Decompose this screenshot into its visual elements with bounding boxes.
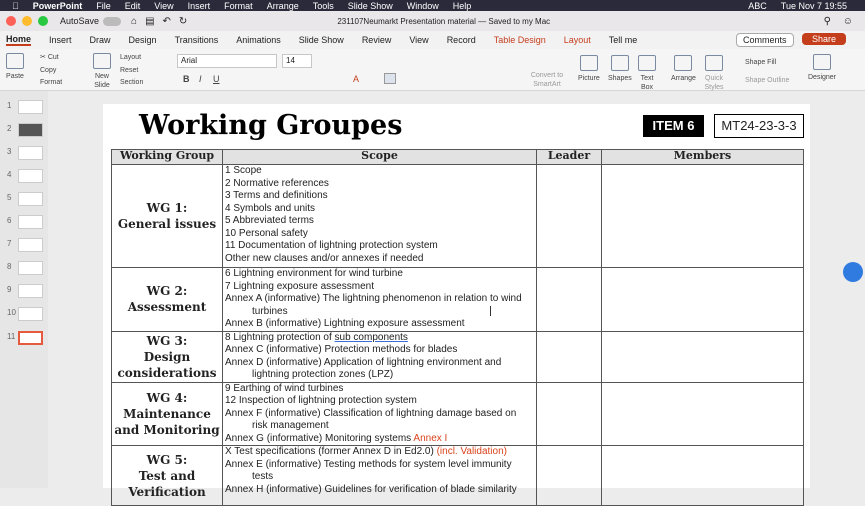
tab-home[interactable]: Home — [6, 34, 32, 44]
underline-button[interactable]: U — [213, 74, 220, 84]
mac-menubar — [0, 0, 865, 11]
copilot-icon[interactable] — [843, 262, 863, 282]
bold-button[interactable]: B — [183, 74, 190, 84]
textbox-icon — [638, 55, 656, 71]
new-slide-button[interactable]: New Slide — [90, 53, 114, 90]
validation-note[interactable]: (incl. Validation) — [436, 446, 507, 457]
quick-styles-icon — [705, 55, 723, 71]
menu-arrange[interactable]: Arrange — [259, 0, 292, 11]
ribbon — [0, 49, 865, 91]
shape-outline-button[interactable]: Shape Outline — [745, 77, 790, 84]
ribbon-tabs — [0, 31, 865, 49]
paste-button[interactable]: Paste — [6, 53, 24, 81]
wg-cell[interactable]: WG 1: General issues — [112, 165, 223, 268]
members-cell[interactable] — [602, 382, 804, 446]
leader-cell[interactable] — [537, 331, 602, 382]
search-icon[interactable]: ⚲ — [823, 15, 831, 27]
table-row — [112, 382, 804, 446]
tab-animations[interactable]: Animations — [236, 35, 281, 45]
menu-format[interactable]: Format — [217, 0, 246, 11]
cut-button[interactable]: ✂ Cut — [40, 54, 59, 61]
scope-cell[interactable]: 8 Lightning protection of sub components Annex C (informative) Protection methods for blades Annex D (informative) Application of lightning environment and lightning protection zones (LPZ) — [223, 331, 537, 382]
wg-cell[interactable]: WG 3: Design considerations — [112, 331, 223, 382]
apple-icon[interactable] — [12, 1, 19, 11]
text-cursor — [490, 306, 491, 316]
scope-cell[interactable]: 1 Scope 2 Normative references 3 Terms and definitions 4 Symbols and units 5 Abbreviated terms 10 Personal safety 11 Documentation of lightning protection system Other new clauses and/or annexes if needed — [223, 165, 537, 268]
close-button[interactable] — [6, 16, 16, 26]
table-header-row — [112, 150, 804, 165]
document-title: 231107Neumarkt Presentation material — Saved to my Mac — [337, 16, 551, 26]
home-icon[interactable]: ⌂ — [131, 15, 138, 27]
header-scope[interactable]: Scope — [223, 150, 537, 165]
shape-fill-button[interactable]: Shape Fill — [745, 59, 777, 66]
quick-styles-button[interactable]: Quick Styles — [703, 55, 725, 92]
designer-icon — [813, 54, 831, 70]
font-size-select[interactable]: 14 — [282, 54, 312, 68]
tab-slideshow[interactable]: Slide Show — [298, 35, 344, 45]
picture-icon — [580, 55, 598, 71]
picture-button[interactable]: Picture — [578, 55, 600, 83]
convert-smartart-button[interactable]: Convert to SmartArt — [530, 72, 564, 88]
thumb-3[interactable]: 3 — [4, 144, 46, 164]
new-slide-icon — [93, 53, 111, 69]
thumb-11[interactable]: 11 — [4, 329, 46, 349]
thumb-1[interactable]: 1 — [4, 98, 46, 118]
scissors-icon: ✂ — [40, 54, 46, 61]
leader-cell[interactable] — [537, 268, 602, 332]
tab-table-design[interactable]: Table Design — [493, 35, 546, 45]
tab-tell-me[interactable]: Tell me — [608, 35, 638, 45]
reset-button[interactable]: Reset — [120, 67, 139, 74]
document-code[interactable]: MT24-23-3-3 — [714, 114, 804, 138]
menu-edit[interactable]: Edit — [118, 0, 134, 11]
thumb-10[interactable]: 10 — [4, 305, 46, 325]
members-cell[interactable] — [602, 446, 804, 506]
arrange-button[interactable]: Arrange — [671, 55, 696, 83]
menu-view[interactable]: View — [147, 0, 167, 11]
thumb-6[interactable]: 6 — [4, 213, 46, 233]
menu-window[interactable]: Window — [400, 0, 433, 11]
thumb-8[interactable]: 8 — [4, 259, 46, 279]
shapes-button[interactable]: Shapes — [608, 55, 632, 83]
scope-cell[interactable]: X Test specifications (former Annex D in Ed2.0) (incl. Validation) Annex E (informative) Testing methods for system level immunity tests Annex H (informative) Guidelines for verification of blade similarity — [223, 446, 537, 506]
scope-cell[interactable]: 9 Earthing of wind turbines 12 Inspection of lightning protection system Annex F (informative) Classification of lightning damage based on risk management Annex G (informative) Monitoring systems Annex I — [223, 382, 537, 446]
clock[interactable]: Tue Nov 7 19:55 — [780, 0, 847, 11]
wg-cell[interactable]: WG 4: Maintenance and Monitoring — [112, 382, 223, 446]
header-leader[interactable]: Leader — [537, 150, 602, 165]
share-button[interactable]: Share — [802, 33, 846, 45]
clipboard-icon — [6, 53, 24, 69]
autosave-label: AutoSave — [60, 16, 100, 26]
menu-insert[interactable]: Insert — [180, 0, 204, 11]
table-row — [112, 331, 804, 382]
comments-button[interactable]: Comments — [736, 33, 794, 47]
menu-tools[interactable]: Tools — [305, 0, 327, 11]
annex-i-note[interactable]: Annex I — [413, 432, 448, 444]
item-label[interactable]: ITEM 6 — [643, 115, 704, 137]
leader-cell[interactable] — [537, 165, 602, 268]
menu-file[interactable]: File — [89, 0, 105, 11]
members-cell[interactable] — [602, 331, 804, 382]
wg-cell[interactable]: WG 2: Assessment — [112, 268, 223, 332]
account-icon[interactable]: ☺ — [842, 15, 853, 27]
autosave-toggle[interactable] — [103, 17, 121, 26]
minimize-button[interactable] — [22, 16, 32, 26]
textbox-button[interactable]: Text Box — [638, 55, 656, 92]
table-row — [112, 165, 804, 268]
tab-view[interactable]: View — [409, 35, 429, 45]
tab-review[interactable]: Review — [361, 35, 392, 45]
designer-button[interactable]: Designer — [808, 54, 836, 82]
shapes-icon — [611, 55, 629, 71]
save-icon[interactable]: ▤ — [145, 15, 155, 27]
working-groups-table[interactable] — [111, 149, 804, 506]
input-source[interactable]: ABC — [748, 0, 767, 11]
thumb-2[interactable]: 2 — [4, 121, 46, 141]
tab-draw[interactable]: Draw — [89, 35, 111, 45]
menu-slideshow[interactable]: Slide Show — [340, 0, 387, 11]
slide-thumbnails — [0, 91, 48, 488]
arrange-icon — [674, 55, 692, 71]
tab-transitions[interactable]: Transitions — [174, 35, 219, 45]
align-left-icon[interactable] — [384, 73, 396, 84]
slide-title[interactable]: Working Groupes — [139, 110, 403, 141]
table-row — [112, 446, 804, 506]
zoom-button[interactable] — [38, 16, 48, 26]
app-menu[interactable]: PowerPoint — [26, 0, 76, 11]
members-cell[interactable] — [602, 165, 804, 268]
thumb-9[interactable]: 9 — [4, 282, 46, 302]
tab-layout[interactable]: Layout — [563, 35, 591, 45]
leader-cell[interactable] — [537, 382, 602, 446]
wg-cell[interactable]: WG 5: Test and Verification — [112, 446, 223, 506]
thumb-5[interactable]: 5 — [4, 190, 46, 210]
redo-icon[interactable]: ↻ — [178, 15, 188, 27]
header-working-group[interactable]: Working Group — [112, 150, 223, 165]
slide-canvas[interactable] — [103, 104, 810, 499]
italic-button[interactable]: I — [199, 74, 202, 84]
header-members[interactable]: Members — [602, 150, 804, 165]
font-color-icon[interactable]: A — [353, 74, 360, 84]
thumb-4[interactable]: 4 — [4, 167, 46, 187]
tab-record[interactable]: Record — [446, 35, 476, 45]
table-row — [112, 268, 804, 332]
menu-help[interactable]: Help — [446, 0, 465, 11]
font-name-select[interactable]: Arial — [177, 54, 277, 68]
section-button[interactable]: Section — [120, 79, 144, 86]
tab-design[interactable]: Design — [128, 35, 157, 45]
sub-components-link[interactable]: sub components — [334, 331, 408, 343]
window-titlebar — [0, 11, 865, 31]
layout-button[interactable]: Layout — [120, 54, 142, 61]
thumb-7[interactable]: 7 — [4, 236, 46, 256]
copy-button[interactable]: Copy — [40, 67, 57, 74]
tab-insert[interactable]: Insert — [49, 35, 72, 45]
members-cell[interactable] — [602, 268, 804, 332]
leader-cell[interactable] — [537, 446, 602, 506]
scope-cell[interactable]: 6 Lightning environment for wind turbine 7 Lightning exposure assessment Annex A (informative) The lightning phenomenon in relation to wind turbines Annex B (informative) Lightning exposure assessment — [223, 268, 537, 332]
undo-icon[interactable]: ↶ — [162, 15, 171, 27]
format-painter-button[interactable]: Format — [40, 79, 63, 86]
